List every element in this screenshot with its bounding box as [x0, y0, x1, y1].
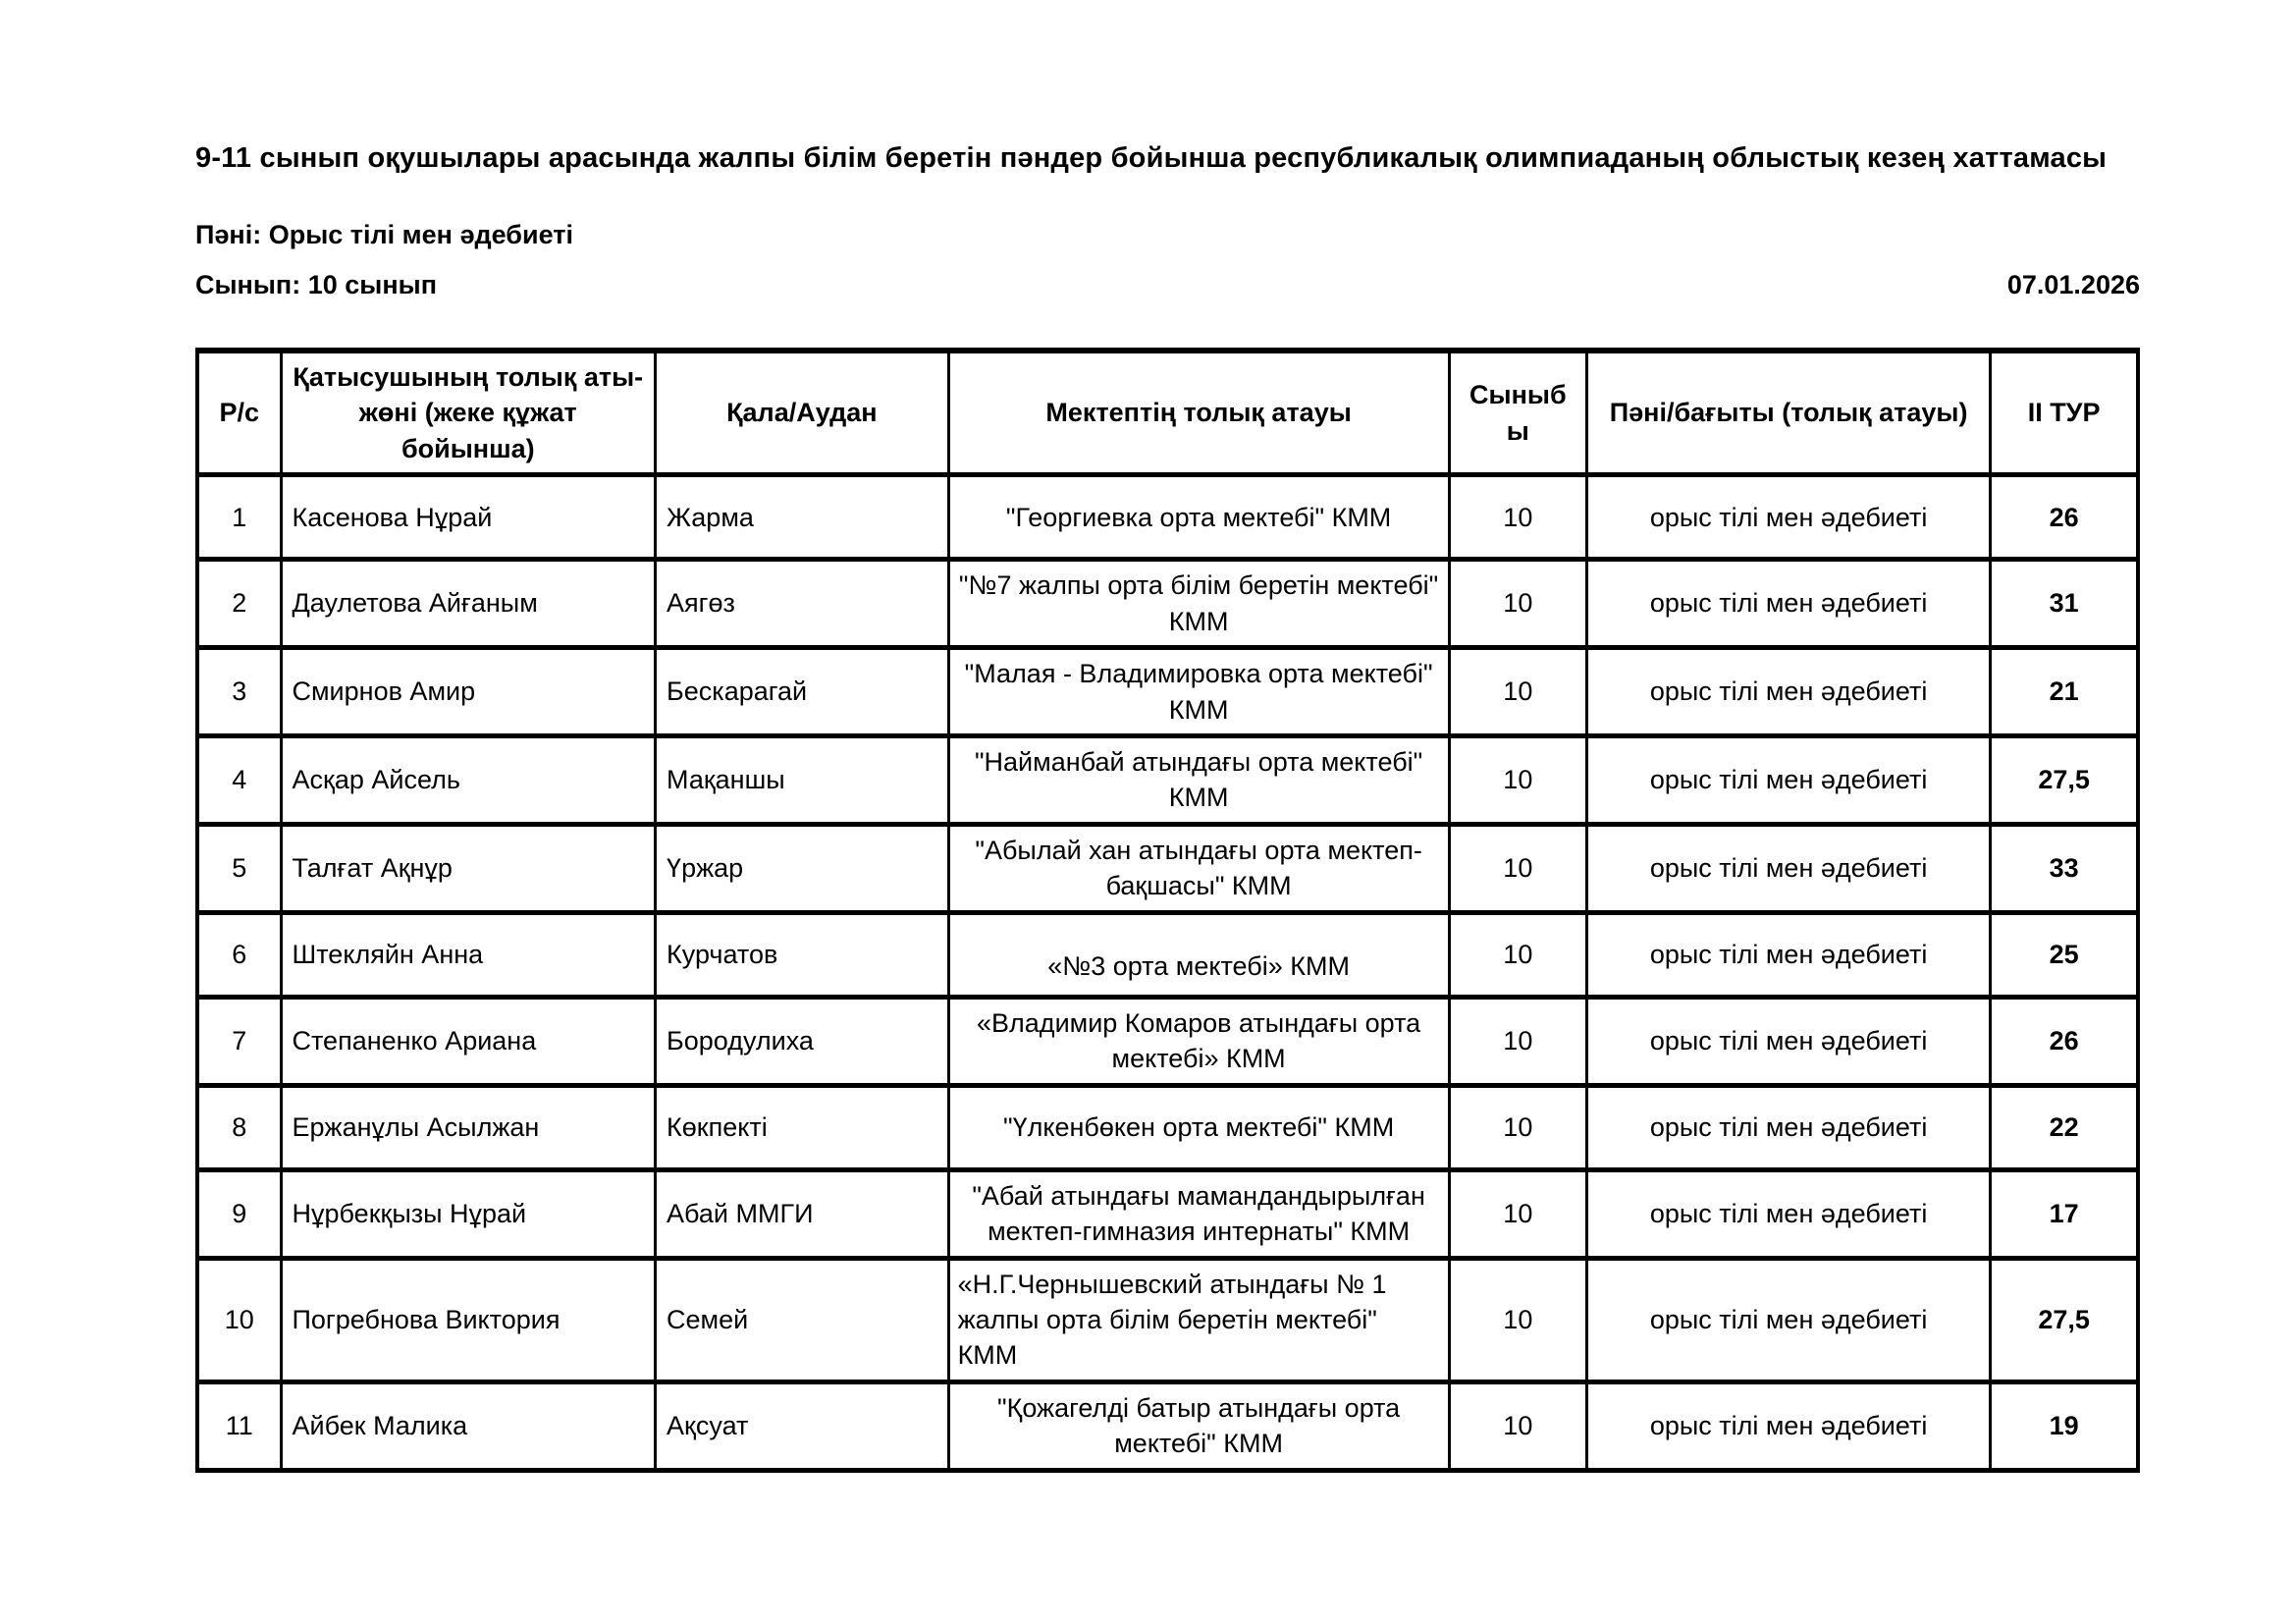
table-row [197, 1381, 2138, 1470]
city-cell: Ақсуат [656, 1381, 949, 1470]
participant-cell: Смирнов Амир [281, 648, 656, 736]
score-cell: 21 [1991, 648, 2138, 736]
header-subject: Пәні/бағыты (толық атауы) [1587, 351, 1991, 475]
participant-cell: Талғат Ақнұр [281, 824, 656, 912]
score-cell: 27,5 [1991, 1258, 2138, 1381]
grade-cell: 10 [1449, 1085, 1586, 1169]
participant-cell: Штекляйн Анна [281, 912, 656, 997]
score-cell: 31 [1991, 560, 2138, 648]
header-city: Қала/Аудан [656, 351, 949, 475]
table-row [197, 824, 2138, 912]
grade-cell: 10 [1449, 648, 1586, 736]
header-row [197, 351, 2138, 475]
header-score: II ТУР [1991, 351, 2138, 475]
score-cell: 26 [1991, 475, 2138, 560]
subject-cell: орыс тілі мен әдебиеті [1587, 912, 1991, 997]
school-cell: «Н.Г.Чернышевский атындағы № 1 жалпы орта білім беретін мектебі" КММ [948, 1258, 1449, 1381]
participant-cell: Касенова Нұрай [281, 475, 656, 560]
school-cell: "Қожагелді батыр атындағы орта мектебі" КММ [948, 1381, 1449, 1470]
subject-cell: орыс тілі мен әдебиеті [1587, 475, 1991, 560]
participant-cell: Айбек Малика [281, 1381, 656, 1470]
school-cell: "Үлкенбөкен орта мектебі" КММ [948, 1085, 1449, 1169]
score-cell: 27,5 [1991, 736, 2138, 825]
grade-cell: 10 [1449, 1258, 1586, 1381]
row-number-cell: 10 [197, 1258, 281, 1381]
row-number-cell: 1 [197, 475, 281, 560]
participant-cell: Степаненко Ариана [281, 997, 656, 1085]
grade-cell: 10 [1449, 997, 1586, 1085]
subject-cell: орыс тілі мен әдебиеті [1587, 1381, 1991, 1470]
document-date: 07.01.2026 [2006, 269, 2140, 299]
header-name: Қатысушының толық аты-жөні (жеке құжат бойынша) [281, 351, 656, 475]
table-row [197, 912, 2138, 997]
subject-cell: орыс тілі мен әдебиеті [1587, 1258, 1991, 1381]
city-cell: Бескарагай [656, 648, 949, 736]
grade-cell: 10 [1449, 560, 1586, 648]
participant-cell: Даулетова Айғаным [281, 560, 656, 648]
school-cell: «№3 орта мектебі» КММ [948, 912, 1449, 997]
grade-cell: 10 [1449, 824, 1586, 912]
school-cell: "Абылай хан атындағы орта мектеп-бақшасы" КММ [948, 824, 1449, 912]
row-number-cell: 6 [197, 912, 281, 997]
school-cell: "Малая - Владимировка орта мектебі" КММ [948, 648, 1449, 736]
city-cell: Курчатов [656, 912, 949, 997]
grade-cell: 10 [1449, 736, 1586, 825]
subject-cell: орыс тілі мен әдебиеті [1587, 560, 1991, 648]
grade-cell: 10 [1449, 1381, 1586, 1470]
school-cell: «Владимир Комаров атындағы орта мектебі» КММ [948, 997, 1449, 1085]
subject-cell: орыс тілі мен әдебиеті [1587, 648, 1991, 736]
score-cell: 26 [1991, 997, 2138, 1085]
city-cell: Аягөз [656, 560, 949, 648]
row-number-cell: 9 [197, 1169, 281, 1258]
subject-line: Пәні: Орыс тілі мен әдебиеті [195, 220, 573, 250]
row-number-cell: 8 [197, 1085, 281, 1169]
city-cell: Жарма [656, 475, 949, 560]
school-cell: "Абай атындағы мамандандырылған мектеп-гимназия интернаты" КММ [948, 1169, 1449, 1258]
meta-block [195, 221, 2140, 300]
participant-cell: Ержанұлы Асылжан [281, 1085, 656, 1169]
subject-cell: орыс тілі мен әдебиеті [1587, 1085, 1991, 1169]
row-number-cell: 5 [197, 824, 281, 912]
city-cell: Бородулиха [656, 997, 949, 1085]
subject-cell: орыс тілі мен әдебиеті [1587, 736, 1991, 825]
city-cell: Семей [656, 1258, 949, 1381]
results-table [195, 348, 2140, 1473]
row-number-cell: 11 [197, 1381, 281, 1470]
row-number-cell: 7 [197, 997, 281, 1085]
city-cell: Көкпекті [656, 1085, 949, 1169]
table-row [197, 1258, 2138, 1381]
row-number-cell: 4 [197, 736, 281, 825]
table-row [197, 648, 2138, 736]
score-cell: 33 [1991, 824, 2138, 912]
city-cell: Үржар [656, 824, 949, 912]
school-cell: "№7 жалпы орта білім беретін мектебі" КММ [948, 560, 1449, 648]
score-cell: 17 [1991, 1169, 2138, 1258]
school-cell: "Георгиевка орта мектебі" КММ [948, 475, 1449, 560]
participant-cell: Погребнова Виктория [281, 1258, 656, 1381]
table-row [197, 1169, 2138, 1258]
subject-cell: орыс тілі мен әдебиеті [1587, 997, 1991, 1085]
header-grade: Сыныбы [1449, 351, 1586, 475]
grade-cell: 10 [1449, 912, 1586, 997]
score-cell: 19 [1991, 1381, 2138, 1470]
meta-second-line [195, 270, 2140, 300]
table-row [197, 997, 2138, 1085]
grade-cell: 10 [1449, 1169, 1586, 1258]
row-number-cell: 2 [197, 560, 281, 648]
header-school: Мектептің толық атауы [948, 351, 1449, 475]
score-cell: 25 [1991, 912, 2138, 997]
city-cell: Абай ММГИ [656, 1169, 949, 1258]
document-title: 9-11 сынып оқушылары арасында жалпы білім беретін пәндер бойынша республикалық олимпиаданың облыстық кезең хаттамасы [195, 142, 2108, 174]
table-row [197, 736, 2138, 825]
table-row [197, 1085, 2138, 1169]
subject-cell: орыс тілі мен әдебиеті [1587, 1169, 1991, 1258]
table-row [197, 560, 2138, 648]
grade-cell: 10 [1449, 475, 1586, 560]
table-row [197, 475, 2138, 560]
participant-cell: Нұрбекқызы Нұрай [281, 1169, 656, 1258]
header-num: Р/с [197, 351, 281, 475]
row-number-cell: 3 [197, 648, 281, 736]
subject-cell: орыс тілі мен әдебиеті [1587, 824, 1991, 912]
score-cell: 22 [1991, 1085, 2138, 1169]
class-line: Сынып: 10 сынып [195, 269, 438, 299]
school-cell: "Найманбай атындағы орта мектебі" КММ [948, 736, 1449, 825]
city-cell: Мақаншы [656, 736, 949, 825]
participant-cell: Асқар Айсель [281, 736, 656, 825]
